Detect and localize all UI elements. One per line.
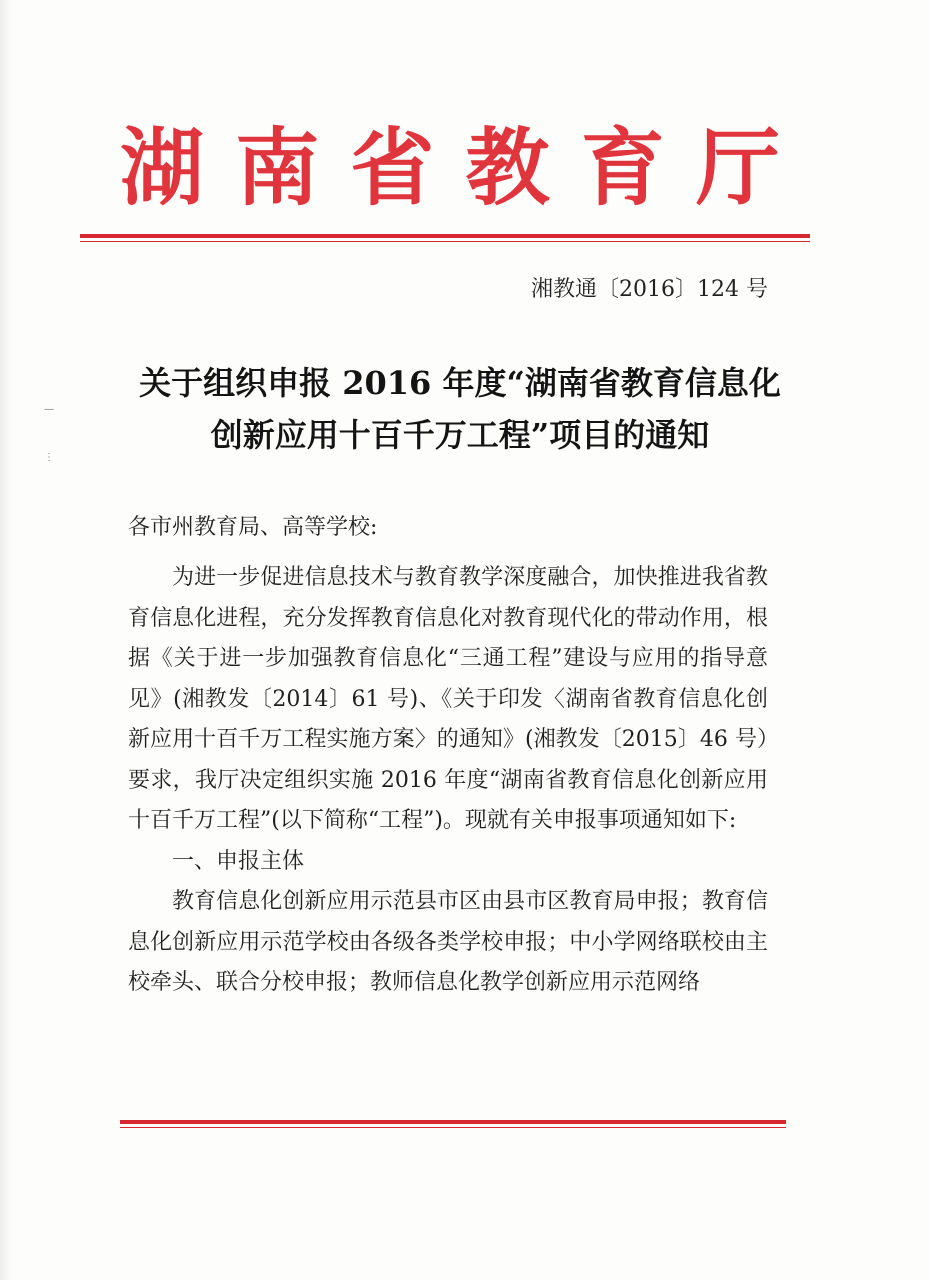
letterhead-char: 南 <box>235 118 320 217</box>
title-line-1: 关于组织申报 2016 年度“湖南省教育信息化 <box>139 364 781 402</box>
binding-mark: ⋮ <box>44 452 54 463</box>
letterhead-char: 教 <box>465 118 550 217</box>
footer-rule <box>120 1120 786 1128</box>
document-title <box>110 357 810 461</box>
addressee: 各市州教育局、高等学校: <box>128 515 378 540</box>
letterhead-char: 厅 <box>695 118 780 217</box>
scan-edge-shadow <box>0 0 12 1280</box>
rule-thin-line <box>80 241 810 242</box>
document-number: 湘教通〔2016〕124 号 <box>531 277 768 302</box>
letterhead <box>120 118 780 218</box>
rule-thick-line <box>80 234 810 238</box>
body-paragraph: 为进一步促进信息技术与教育教学深度融合，加快推进我省教育信息化进程，充分发挥教育信息化对教育现代化的带动作用，根据《关于进一步加强教育信息化“三通工程”建设与应用的指导意见》(湘教发〔2014〕61 号)、《关于印发〈湖南省教育信息化创新应用十百千万工程实施方案〉的通知》(湘教发〔2015〕46 号）要求，我厅决定组织实施 2016 年度“湖南省教育信息化创新应用十百千万工程”(以下简称“工程”)。现就有关申报事项通知如下: <box>128 565 768 833</box>
letterhead-rule <box>80 234 810 242</box>
section-heading: 一、申报主体 <box>172 848 305 874</box>
title-line-2: 创新应用十百千万工程”项目的通知 <box>210 416 710 454</box>
letterhead-char: 省 <box>350 118 435 217</box>
letterhead-char: 育 <box>580 118 665 217</box>
rule-thick-line <box>120 1120 786 1124</box>
document-body <box>128 558 768 1004</box>
section-paragraph: 教育信息化创新应用示范县市区由县市区教育局申报；教育信息化创新应用示范学校由各级各类学校申报；中小学网络联校由主校牵头、联合分校申报；教师信息化教学创新应用示范网络 <box>128 889 768 995</box>
rule-thin-line <box>120 1127 786 1128</box>
letterhead-char: 湖 <box>120 118 205 217</box>
binding-mark: — <box>44 404 54 415</box>
